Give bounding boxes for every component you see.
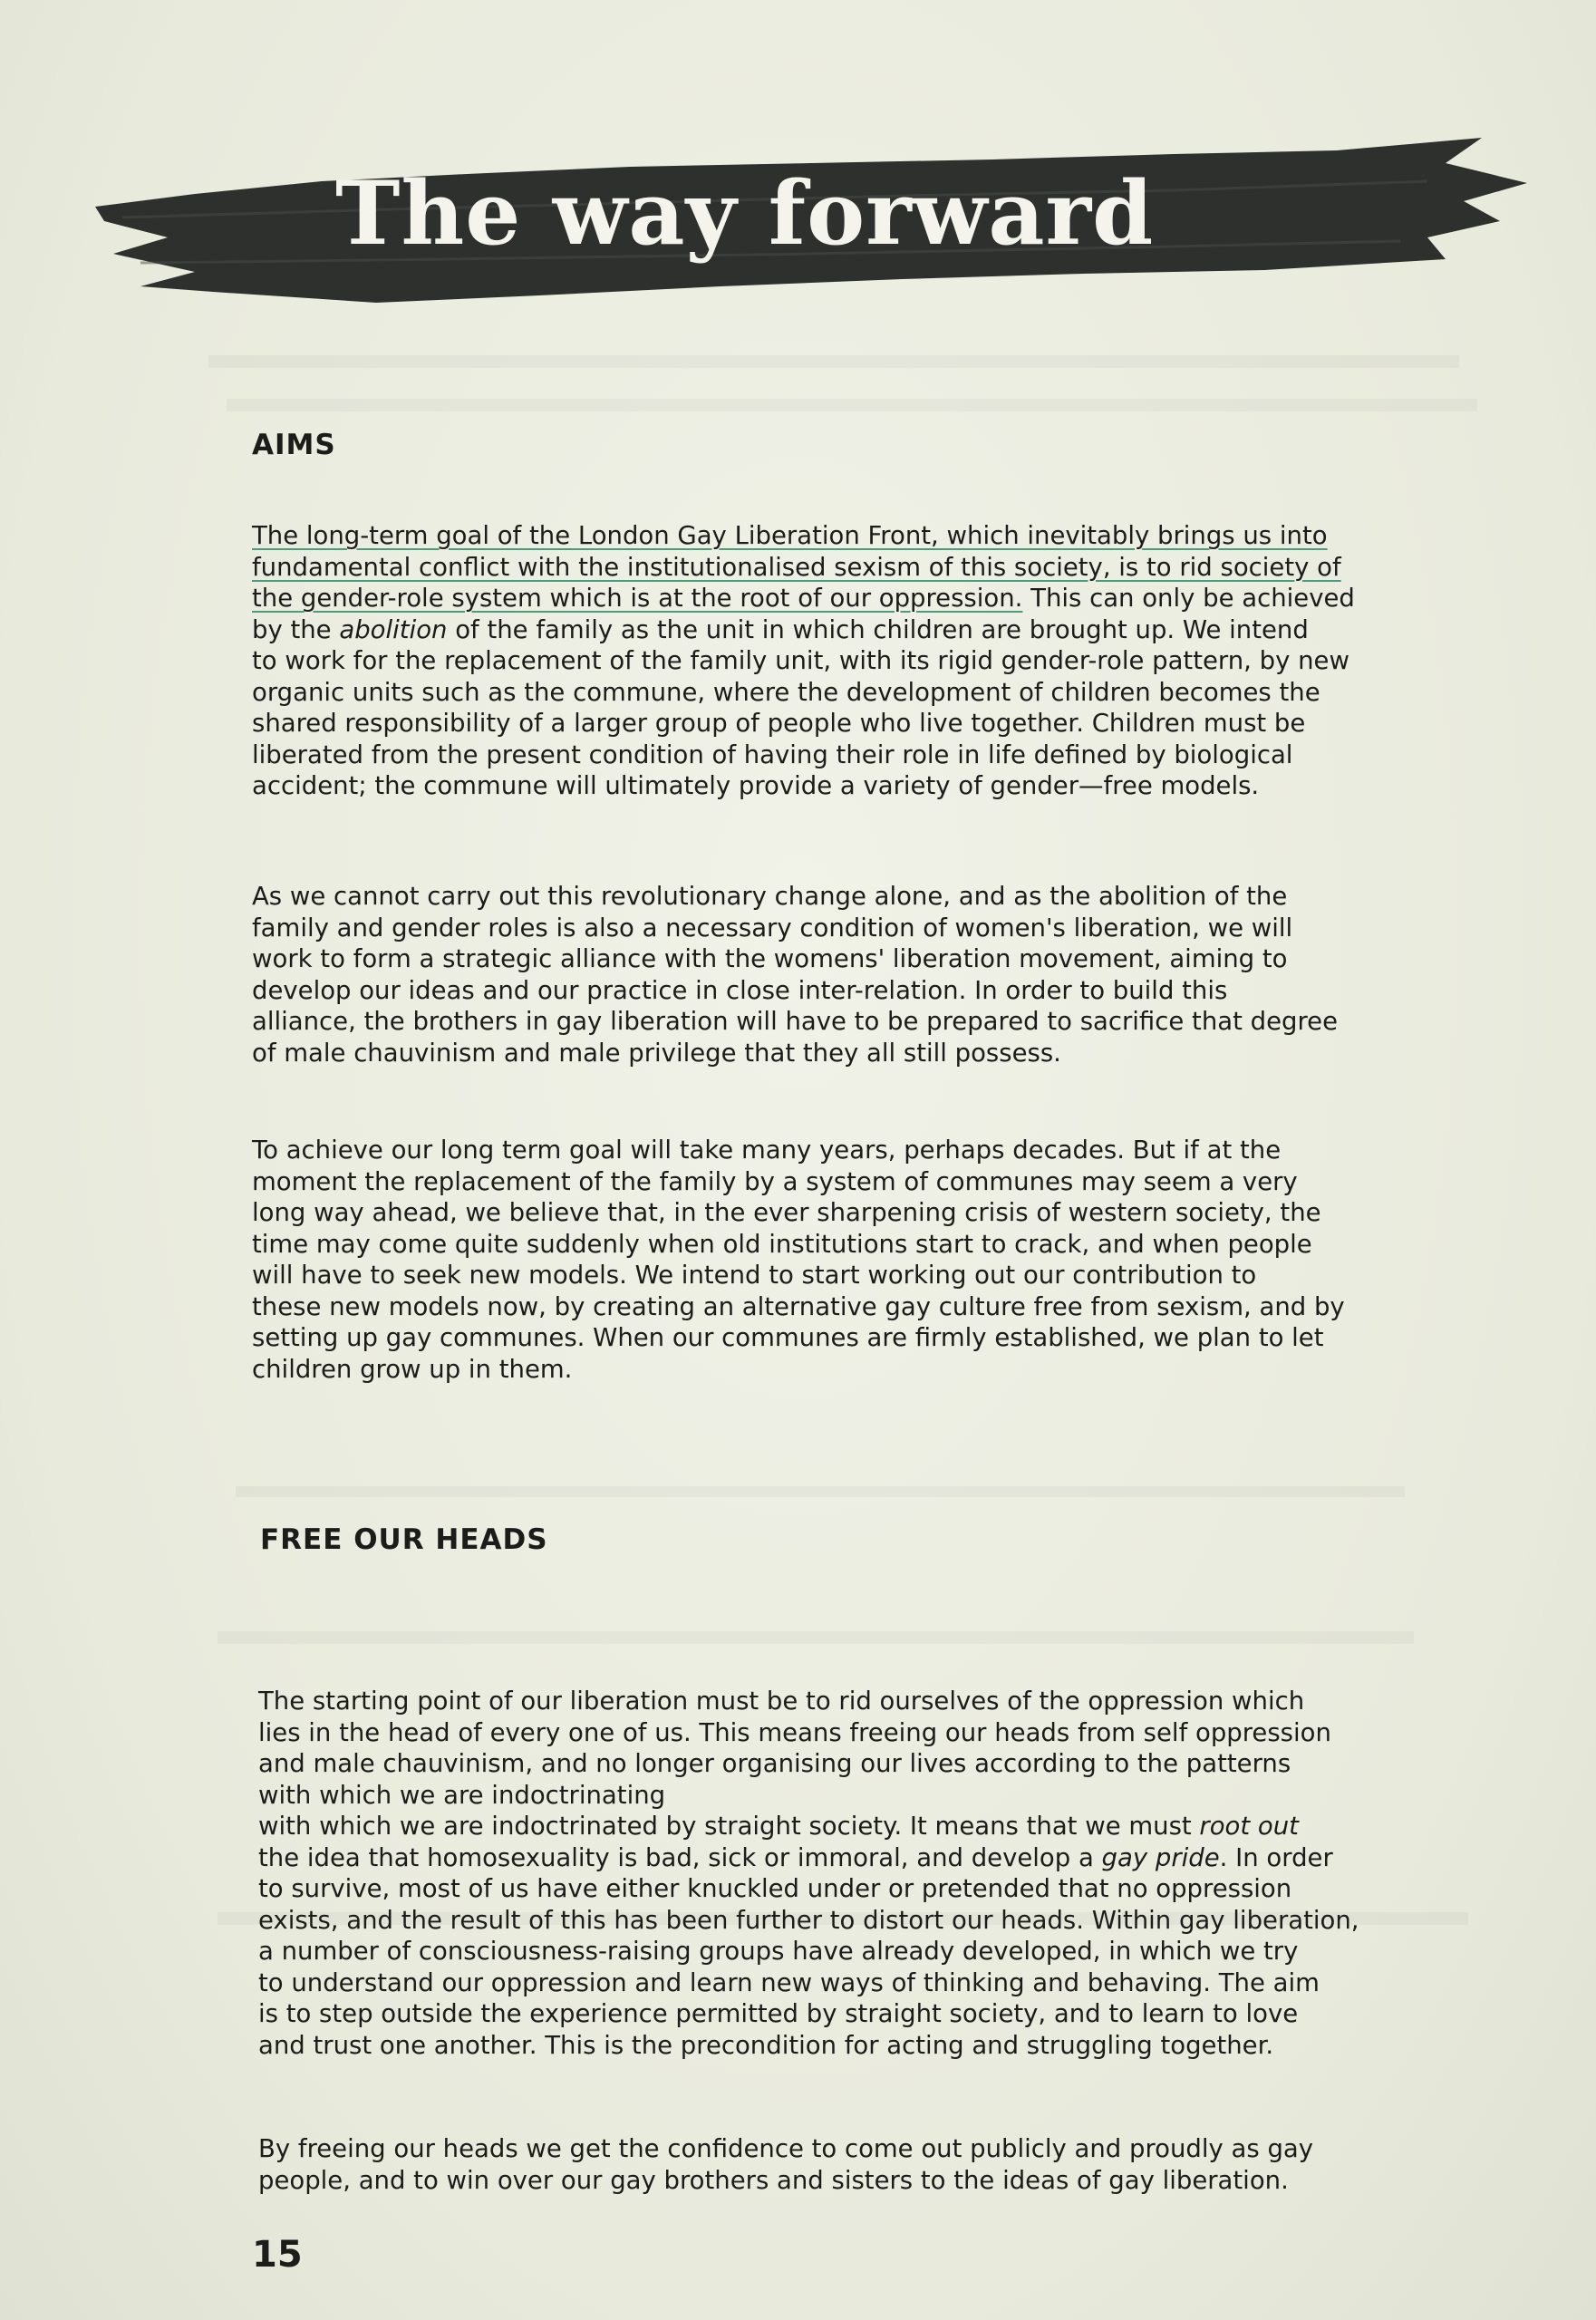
inline-text: with which we are indoctrinated by straight society. It means that we must — [258, 1812, 1200, 1841]
para-line: As we cannot carry out this revolutionary change alone, and as the abolition of the — [252, 882, 1288, 911]
inline-text: This can only be achieved — [1022, 584, 1355, 613]
page-number: 15 — [252, 2234, 303, 2276]
emphasis-text: gay pride — [1101, 1842, 1220, 1872]
para-line: By freeing our heads we get the confidence to come out publicly and proudly as gay — [258, 2134, 1314, 2163]
para-line: of male chauvinism and male privilege that they all still possess. — [252, 1038, 1061, 1068]
para-line: The starting point of our liberation must be to rid ourselves of the oppression which — [258, 1687, 1305, 1716]
para-line: fundamental conflict with the institutionalised sexism of this society, is to rid society of — [252, 552, 1341, 582]
aims-paragraph-3 — [252, 1135, 1521, 1385]
free-our-heads-paragraph-2 — [258, 2133, 1527, 2196]
inline-text: of the family as the unit in which children are brought up. We intend — [447, 614, 1309, 644]
para-line: long way ahead, we believe that, in the ever sharpening crisis of western society, the — [252, 1198, 1321, 1227]
emphasis-text: abolition — [339, 614, 448, 644]
page-title: The way forward — [335, 162, 1155, 265]
section-heading-aims: AIMS — [252, 429, 336, 461]
emphasis-text: root out — [1199, 1812, 1299, 1841]
para-line — [258, 1842, 1527, 1874]
para-line: people, and to win over our gay brothers and sisters to the ideas of gay liberation. — [258, 2165, 1289, 2195]
para-line: children grow up in them. — [252, 1354, 573, 1384]
para-line: to understand our oppression and learn new ways of thinking and behaving. The aim — [258, 1967, 1320, 1997]
free-our-heads-paragraph-1 — [258, 1686, 1527, 2061]
para-line: setting up gay communes. When our communes are firmly established, we plan to let — [252, 1323, 1324, 1352]
para-line: shared responsibility of a larger group of people who live together. Children must be — [252, 709, 1306, 738]
para-line — [252, 583, 1521, 614]
para-line: and male chauvinism, and no longer organising our lives according to the patterns — [258, 1749, 1291, 1778]
para-line — [252, 614, 1521, 646]
para-line: a number of consciousness-raising groups have already developed, in which we try — [258, 1937, 1299, 1966]
para-line: moment the replacement of the family by a system of communes may seem a very — [252, 1166, 1298, 1196]
para-line — [258, 1811, 1527, 1842]
para-line: exists, and the result of this has been further to distort our heads. Within gay liberation, — [258, 1905, 1359, 1935]
para-line: liberated from the present condition of having their role in life defined by biological — [252, 740, 1293, 769]
aims-paragraph-2 — [252, 881, 1521, 1068]
para-line: to work for the replacement of the family unit, with its rigid gender-role pattern, by new — [252, 646, 1349, 675]
inline-text: . In order — [1219, 1842, 1333, 1872]
para-line: alliance, the brothers in gay liberation will have to be prepared to sacrifice that degree — [252, 1007, 1338, 1036]
para-line: with which we are indoctrinating — [258, 1780, 666, 1810]
para-line: will have to seek new models. We intend to start working out our contribution to — [252, 1261, 1257, 1290]
para-line: is to step outside the experience permitted by straight society, and to learn to love — [258, 1999, 1299, 2028]
para-line: these new models now, by creating an alternative gay culture free from sexism, and by — [252, 1291, 1345, 1321]
underlined-text: the gender-role system which is at the root of our oppression. — [252, 584, 1023, 613]
inline-text: the idea that homosexuality is bad, sick or immoral, and develop a — [258, 1842, 1102, 1872]
para-line: The long-term goal of the London Gay Liberation Front, which inevitably brings us into — [252, 521, 1328, 550]
para-line: accident; the commune will ultimately provide a variety of gender—free models. — [252, 771, 1260, 800]
inline-text: by the — [252, 614, 340, 644]
para-line: and trust one another. This is the precondition for acting and struggling together. — [258, 2030, 1274, 2060]
para-line: lies in the head of every one of us. This means freeing our heads from self oppression — [258, 1717, 1331, 1747]
para-line: family and gender roles is also a necessary condition of women's liberation, we will — [252, 913, 1293, 942]
section-heading-free-our-heads: FREE OUR HEADS — [260, 1523, 548, 1556]
para-line: to survive, most of us have either knuckled under or pretended that no oppression — [258, 1874, 1292, 1903]
para-line: develop our ideas and our practice in close inter-relation. In order to build this — [252, 975, 1228, 1005]
para-line: time may come quite suddenly when old institutions start to crack, and when people — [252, 1229, 1312, 1259]
aims-paragraph-1 — [252, 520, 1521, 802]
para-line: work to form a strategic alliance with the womens' liberation movement, aiming to — [252, 944, 1288, 973]
para-line: organic units such as the commune, where the development of children becomes the — [252, 677, 1320, 707]
para-line: To achieve our long term goal will take many years, perhaps decades. But if at the — [252, 1136, 1282, 1165]
